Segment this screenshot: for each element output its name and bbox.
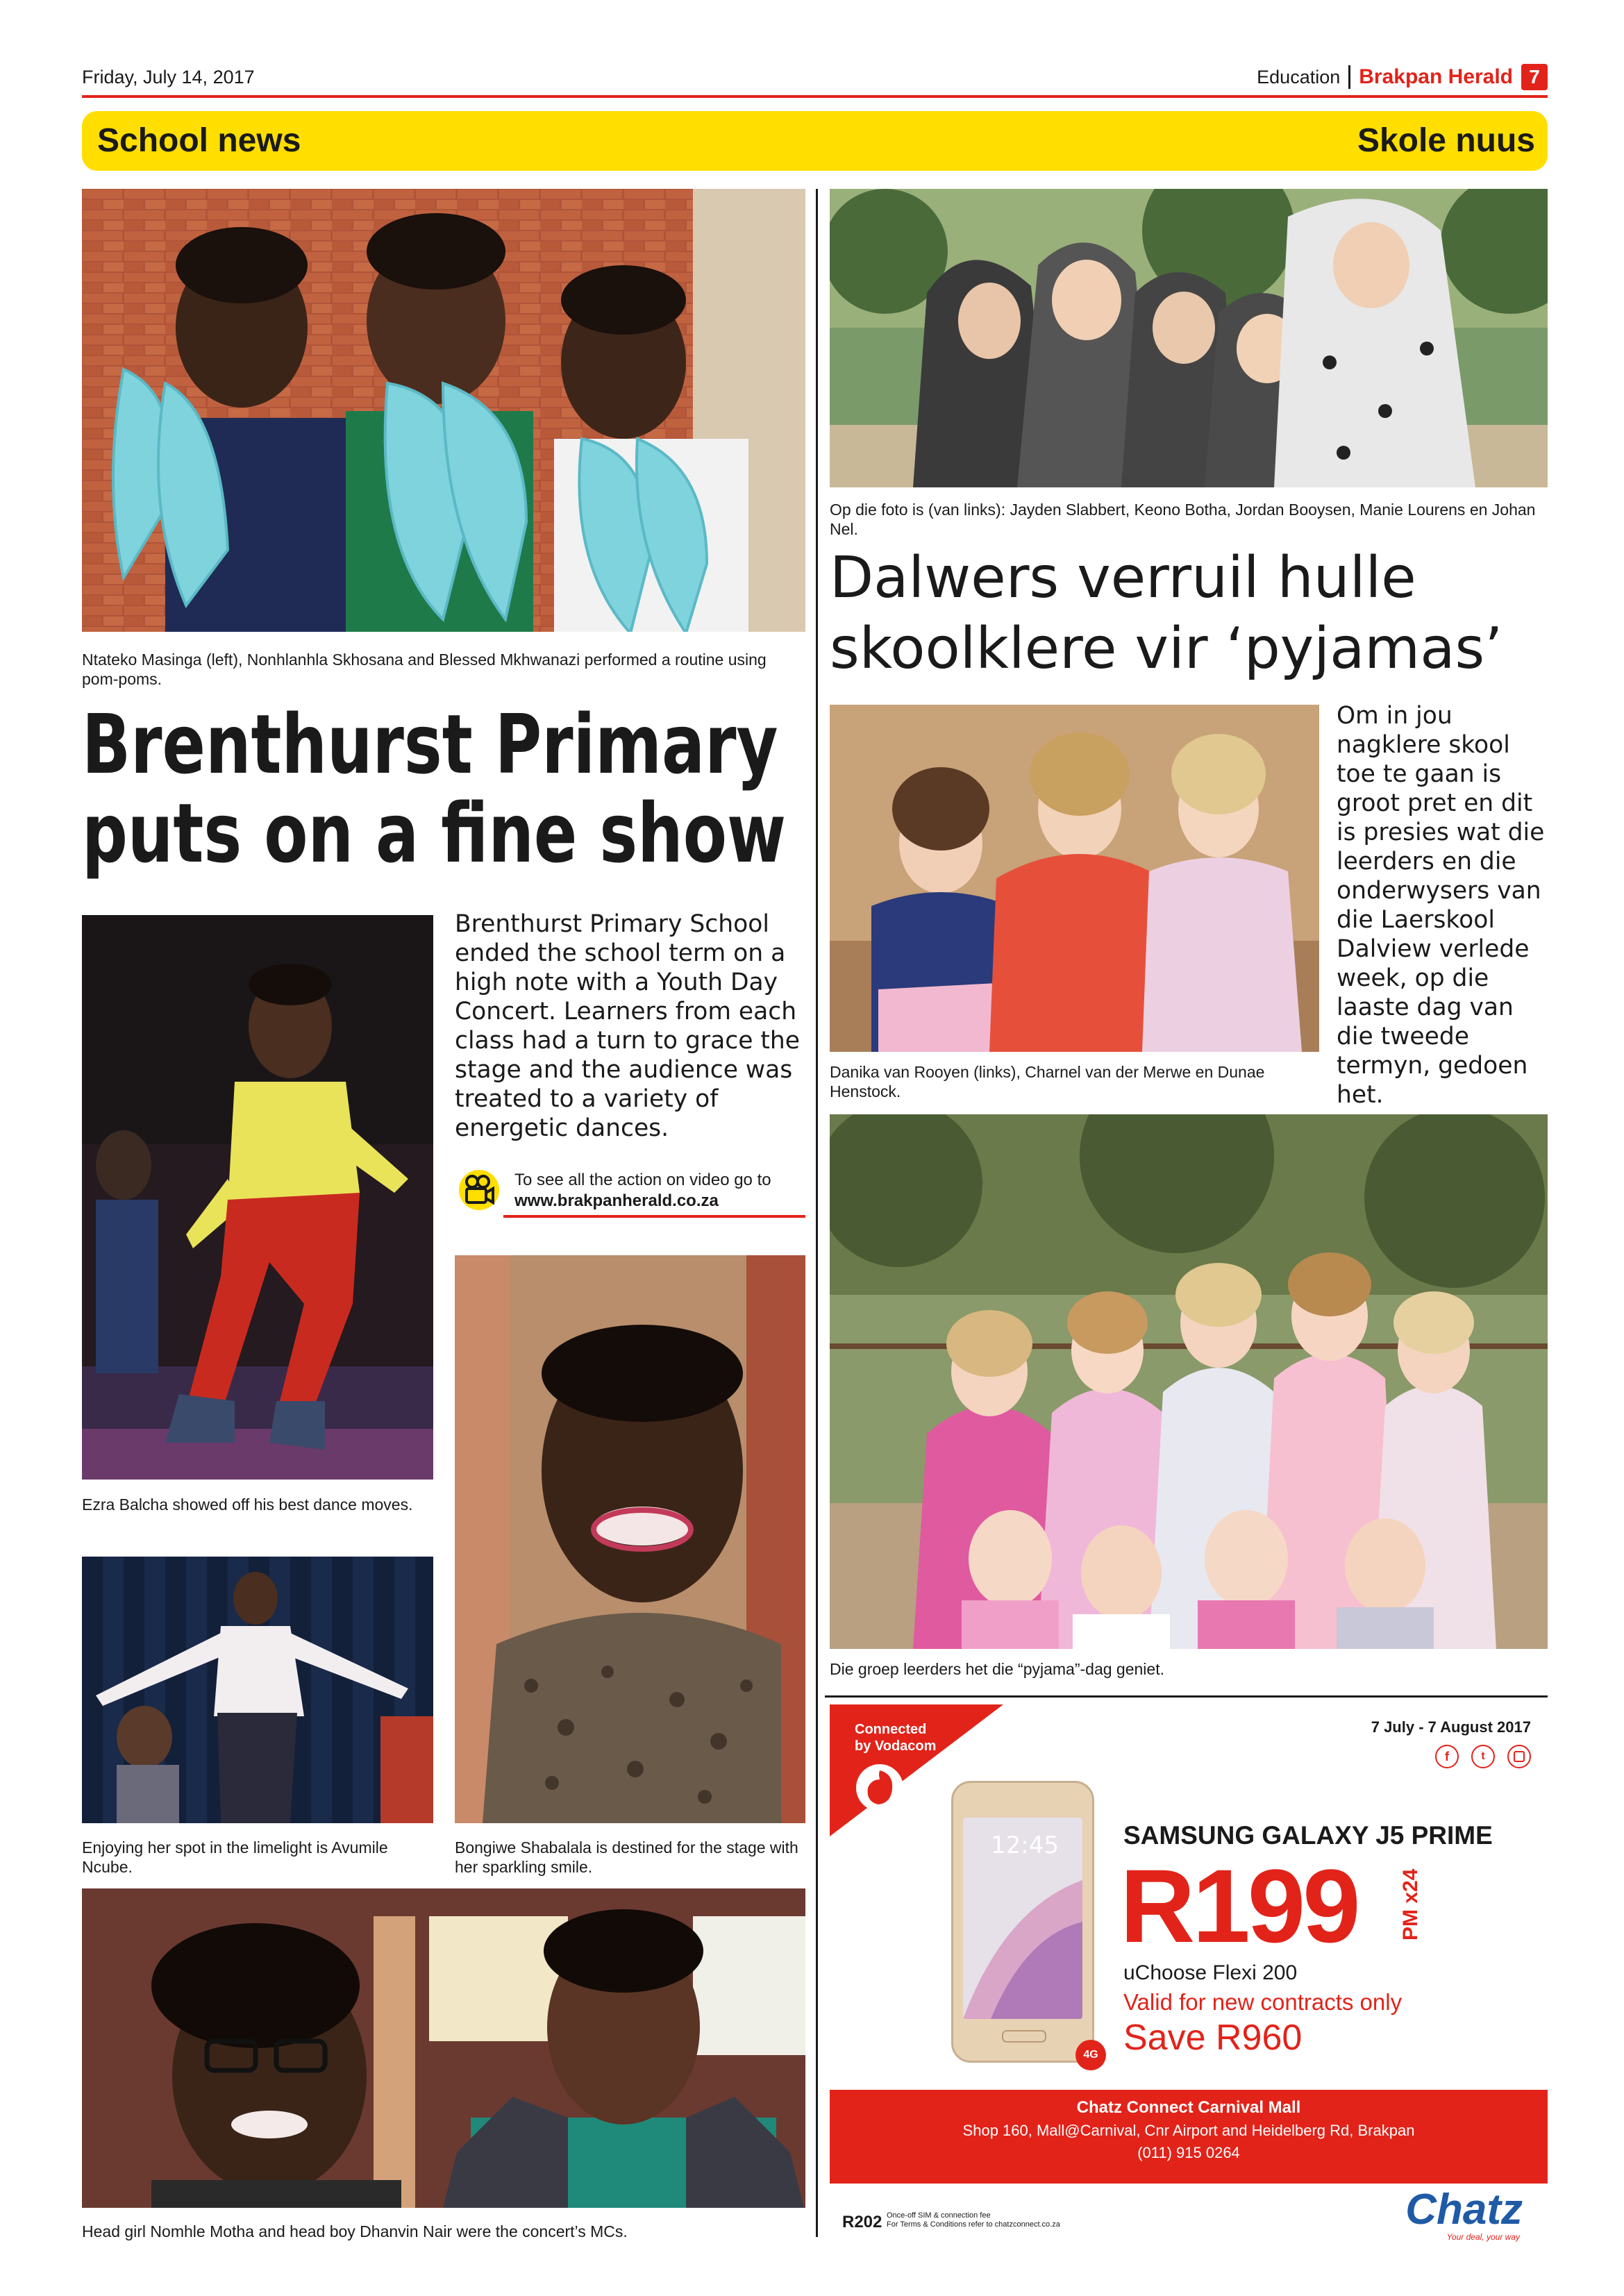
section-banner [82, 111, 1548, 171]
ad-product-name: SAMSUNG GALAXY J5 PRIME [1123, 1821, 1493, 1850]
vodacom-advert [830, 1704, 1548, 2246]
video-promo [455, 1166, 805, 1221]
ad-corner-line-1: Connected [855, 1722, 927, 1737]
headline-line-2: puts on a fine show [82, 785, 786, 881]
section-name: Education [1257, 66, 1341, 87]
banner-title-afrikaans: Skole nuus [1357, 122, 1535, 159]
headline-brenthurst [82, 696, 811, 908]
caption-pompoms: Ntateko Masinga (left), Nonhlanhla Skhosana and Blessed Mkhwanazi performed a routine using pom-poms. [82, 651, 767, 688]
caption-boys: Op die foto is (van links): Jayden Slabbert, Keono Botha, Jordan Booysen, Manie Lourens en Johan Nel. [830, 501, 1536, 538]
chatz-tagline: Your deal, your way [1446, 2232, 1520, 2242]
ad-corner-text [855, 1721, 936, 1754]
caption-mcs: Head girl Nomhle Motha and head boy Dhanvin Nair were the concert’s MCs. [82, 2222, 628, 2240]
store-address: Shop 160, Mall@Carnival, Cnr Airport and Heidelberg Rd, Brakpan [962, 2122, 1415, 2139]
caption-ezra: Ezra Balcha showed off his best dance moves. [82, 1495, 413, 1514]
brenthurst-body: Brenthurst Primary School ended the school term on a high note with a Youth Day Concert. Learners from each class had a turn to grace the stage and the audience was treated to a variety of energetic dances. [455, 910, 800, 1142]
ad-plan: uChoose Flexi 200 [1123, 1961, 1298, 1984]
social-icons [1435, 1745, 1531, 1768]
headline-dalwers-line-2: skoolklere vir ‘pyjamas’ [830, 616, 1503, 682]
ad-save: Save R960 [1123, 2018, 1303, 2058]
twitter-icon[interactable]: t [1471, 1745, 1495, 1768]
dalwers-body: Om in jou nagklere skool toe te gaan is groot pret en dit is presies wat die leerders en die onderwysers van die Laerskool Dalview verlede week, op die laaste dag van die tweede termyn, gedoen het. [1337, 702, 1545, 1109]
fine-print [887, 2211, 1060, 2229]
store-phone: (011) 915 0264 [1137, 2144, 1240, 2161]
headline-dalwers-line-1: Dalwers verruil hulle [830, 545, 1416, 611]
video-promo-rule [503, 1215, 805, 1218]
4g-badge: 4G [1075, 2040, 1106, 2070]
header-rule [82, 95, 1548, 98]
fine-print-price: R202 [842, 2213, 882, 2231]
photo-danika-group [830, 705, 1319, 1052]
column-divider [816, 189, 818, 2237]
issue-date: Friday, July 14, 2017 [82, 67, 255, 87]
ad-price: R199 [1120, 1847, 1358, 1964]
caption-danika: Danika van Rooyen (links), Charnel van der Merwe en Dunae Henstock. [830, 1063, 1265, 1100]
photo-bongiwe [455, 1255, 805, 1823]
fine-print-line-2: For Terms & Conditions refer to chatzconnect.co.za [887, 2220, 1060, 2229]
store-name: Chatz Connect Carnival Mall [1076, 2098, 1301, 2117]
instagram-icon[interactable] [1507, 1745, 1531, 1768]
photo-mcs [82, 1888, 805, 2208]
header-divider [1348, 65, 1350, 89]
banner-title-english: School news [97, 122, 301, 159]
photo-pompom-girls [82, 189, 805, 632]
video-camera-icon [458, 1168, 500, 1212]
ad-dates: 7 July - 7 August 2017 [1371, 1718, 1531, 1736]
caption-bongiwe: Bongiwe Shabalala is destined for the stage with her sparkling smile. [455, 1838, 798, 1876]
photo-ezra-dancing [82, 915, 433, 1480]
phone-image [951, 1781, 1098, 2063]
photo-boys-hoodies [830, 189, 1548, 487]
ad-corner-line-2: by Vodacom [855, 1738, 937, 1754]
caption-pyjama-group: Die groep leerders het die “pyjama”-dag geniet. [830, 1660, 1164, 1678]
phone-clock: 12:45 [991, 1832, 1059, 1859]
photo-avumile-stage [82, 1557, 433, 1823]
fine-print-line-1: Once-off SIM & connection fee [887, 2211, 991, 2220]
photo-pyjama-group [830, 1114, 1548, 1649]
video-link[interactable]: www.brakpanherald.co.za [514, 1191, 719, 1210]
facebook-icon[interactable]: f [1435, 1745, 1459, 1768]
ad-valid: Valid for new contracts only [1123, 1989, 1403, 2015]
video-promo-text: To see all the action on video go to [514, 1171, 771, 1189]
headline-dalwers [830, 543, 1552, 685]
chatz-logo: Chatz [1405, 2186, 1523, 2234]
phone-home-button [1002, 2030, 1046, 2043]
headline-line-1: Brenthurst Primary [82, 696, 778, 792]
phone-screen [963, 1818, 1082, 2019]
page-number: 7 [1521, 64, 1548, 90]
ad-price-suffix: PM x24 [1399, 1868, 1422, 1941]
masthead-right [1257, 62, 1548, 92]
caption-avumile: Enjoying her spot in the limelight is Avumile Ncube. [82, 1838, 388, 1876]
phone-wallpaper-icon [963, 1880, 1082, 2019]
advert-divider [825, 1695, 1548, 1698]
brand-name: Brakpan Herald [1359, 65, 1513, 88]
store-info-bar [830, 2090, 1548, 2184]
